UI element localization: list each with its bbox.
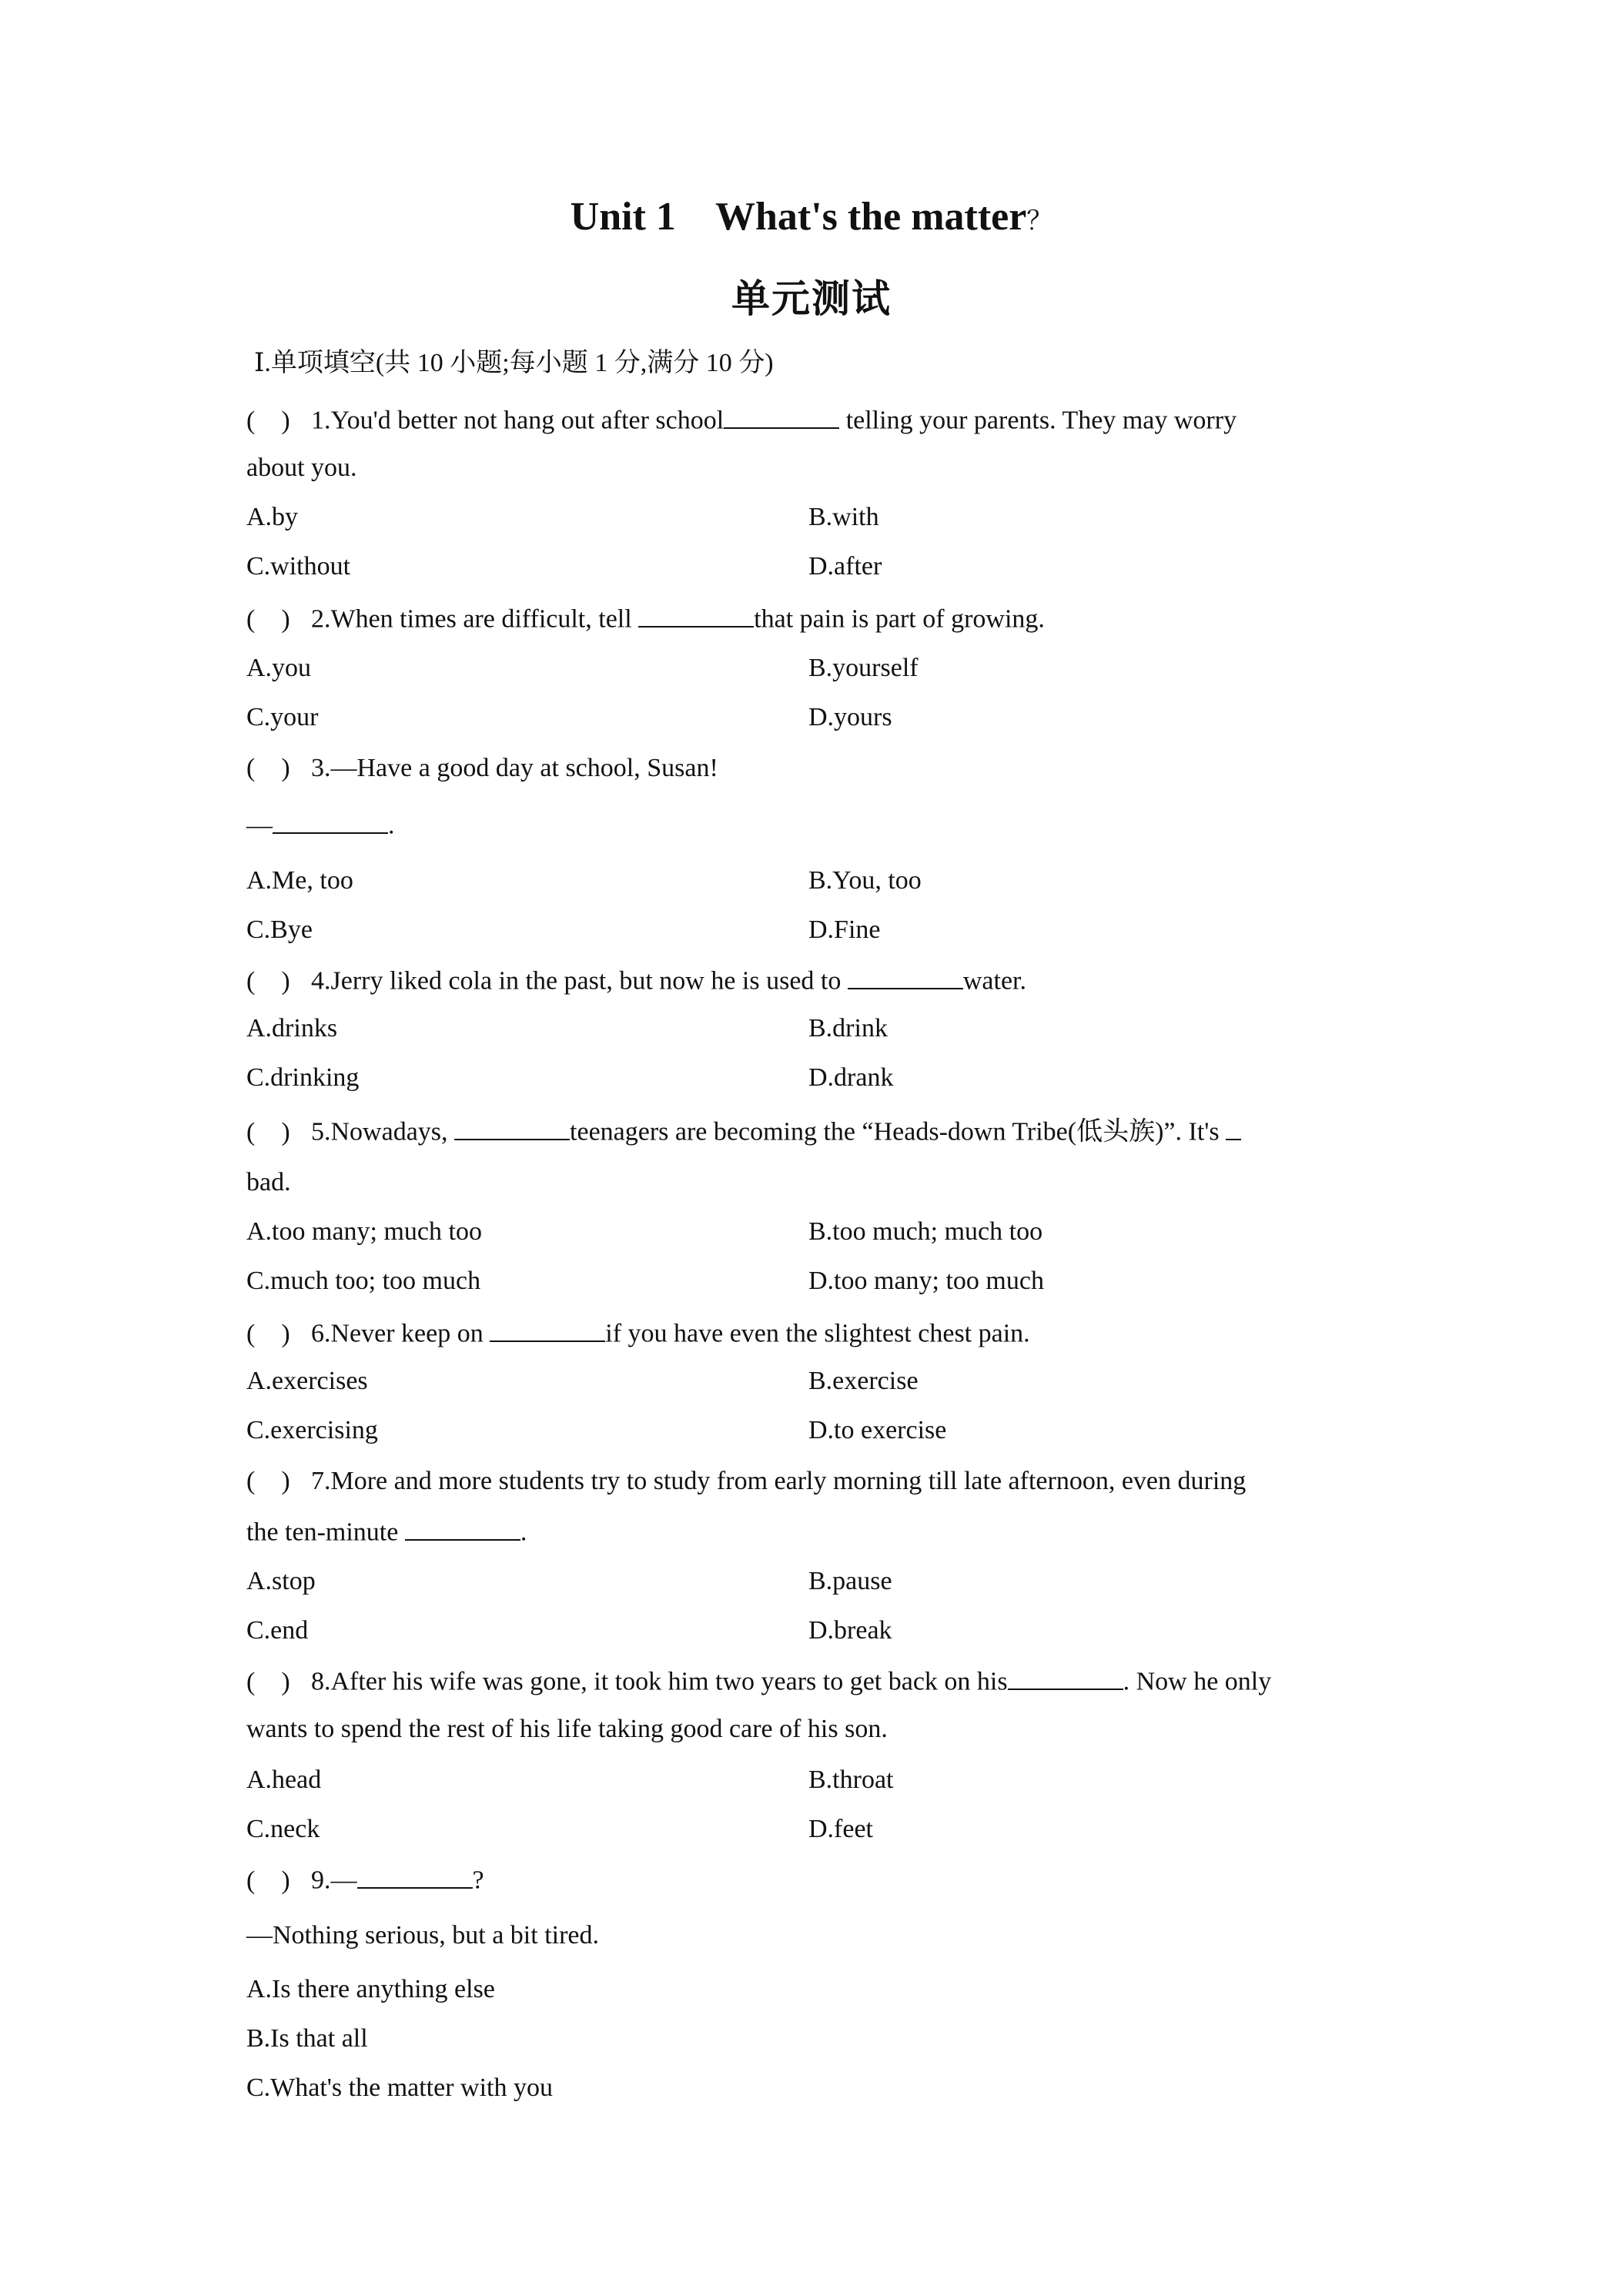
test-subtitle: 单元测试 bbox=[731, 277, 892, 320]
question-4-option-d: D.drank bbox=[808, 1063, 894, 1092]
question-7-stem-continued: the ten-minute . bbox=[246, 1515, 527, 1548]
question-2-stem: ( ) 2.When times are difficult, tell that pain is part of growing. bbox=[246, 602, 1045, 635]
question-1-option-c: C.without bbox=[246, 552, 351, 581]
question-3-option-a: A.Me, too bbox=[246, 866, 353, 895]
question-3-option-d: D.Fine bbox=[808, 915, 881, 944]
question-3-option-b: B.You, too bbox=[808, 866, 922, 895]
answer-bracket: ( ) bbox=[246, 1866, 290, 1895]
question-6-option-c: C.exercising bbox=[246, 1416, 378, 1444]
unit-number: Unit 1 bbox=[570, 195, 676, 239]
answer-blank bbox=[454, 1115, 570, 1140]
question-3-stem: ( ) 3.—Have a good day at school, Susan! bbox=[246, 753, 718, 785]
question-9-stem: ( ) 9.— ? bbox=[246, 1863, 484, 1896]
unit-title bbox=[0, 194, 1623, 239]
answer-bracket: ( ) bbox=[246, 1667, 290, 1696]
question-6-option-a: A.exercises bbox=[246, 1367, 368, 1395]
question-7-option-a: A.stop bbox=[246, 1567, 316, 1595]
question-6-stem: ( ) 6.Never keep on if you have even the slightest chest pain. bbox=[246, 1317, 1030, 1350]
answer-bracket: ( ) bbox=[246, 754, 290, 782]
question-3-reply: — . bbox=[246, 808, 395, 842]
question-9-option-b: B.Is that all bbox=[246, 2024, 368, 2053]
question-2-option-a: A.you bbox=[246, 654, 312, 682]
answer-blank bbox=[1226, 1115, 1241, 1140]
question-5-option-c: C.much too; too much bbox=[246, 1267, 481, 1295]
question-4-stem: ( ) 4.Jerry liked cola in the past, but now he is used to water. bbox=[246, 964, 1026, 997]
question-7-stem: ( ) 7.More and more students try to study from early morning till late afternoon, even during bbox=[246, 1466, 1246, 1498]
question-8-stem-continued: wants to spend the rest of his life taking good care of his son. bbox=[246, 1715, 888, 1743]
question-9-option-c: C.What's the matter with you bbox=[246, 2073, 553, 2102]
question-5-option-b: B.too much; much too bbox=[808, 1217, 1043, 1246]
answer-blank bbox=[724, 403, 839, 429]
question-4-option-c: C.drinking bbox=[246, 1063, 360, 1092]
question-4-option-a: A.drinks bbox=[246, 1014, 338, 1043]
answer-blank bbox=[1008, 1665, 1123, 1690]
question-5-option-d: D.too many; too much bbox=[808, 1267, 1044, 1295]
question-2-option-c: C.your bbox=[246, 703, 319, 731]
question-8-option-d: D.feet bbox=[808, 1815, 874, 1843]
question-6-option-b: B.exercise bbox=[808, 1367, 919, 1395]
question-2-option-d: D.yours bbox=[808, 703, 892, 731]
title-question-mark: ？ bbox=[1026, 207, 1053, 236]
question-7-option-c: C.end bbox=[246, 1616, 309, 1645]
question-8-option-a: A.head bbox=[246, 1766, 322, 1794]
question-9-reply: —Nothing serious, but a bit tired. bbox=[246, 1921, 600, 1950]
question-5-option-a: A.too many; much too bbox=[246, 1217, 482, 1246]
question-8-option-b: B.throat bbox=[808, 1766, 894, 1794]
answer-blank bbox=[848, 964, 963, 989]
question-8-option-c: C.neck bbox=[246, 1815, 320, 1843]
answer-bracket: ( ) bbox=[246, 1117, 290, 1146]
answer-bracket: ( ) bbox=[246, 604, 290, 634]
answer-blank bbox=[405, 1515, 520, 1541]
question-1-option-b: B.with bbox=[808, 503, 879, 531]
question-6-option-d: D.to exercise bbox=[808, 1416, 947, 1444]
question-1-stem-continued: about you. bbox=[246, 454, 357, 482]
answer-bracket: ( ) bbox=[246, 1467, 290, 1495]
answer-bracket: ( ) bbox=[246, 1319, 290, 1348]
question-7-option-b: B.pause bbox=[808, 1567, 892, 1595]
section-heading: Ⅰ.单项填空(共 10 小题;每小题 1 分,满分 10 分) bbox=[254, 349, 774, 377]
answer-blank bbox=[357, 1863, 473, 1889]
answer-bracket: ( ) bbox=[246, 966, 290, 996]
question-1-stem: ( ) 1.You'd better not hang out after school telling your parents. They may worry bbox=[246, 403, 1236, 437]
question-5-stem: ( ) 5.Nowadays, teenagers are becoming the “Heads-down Tribe(低头族)”. It's bbox=[246, 1115, 1241, 1148]
question-7-option-d: D.break bbox=[808, 1616, 892, 1645]
question-9-option-a: A.Is there anything else bbox=[246, 1975, 495, 2003]
question-2-option-b: B.yourself bbox=[808, 654, 919, 682]
answer-blank bbox=[490, 1317, 605, 1342]
question-4-option-b: B.drink bbox=[808, 1014, 888, 1043]
answer-blank bbox=[273, 808, 388, 834]
question-1-option-d: D.after bbox=[808, 552, 882, 581]
question-5-stem-continued: bad. bbox=[246, 1168, 291, 1197]
question-1-option-a: A.by bbox=[246, 503, 299, 531]
answer-blank bbox=[638, 602, 754, 628]
unit-topic: What's the matter bbox=[714, 195, 1027, 239]
question-8-stem: ( ) 8.After his wife was gone, it took him two years to get back on his . Now he only bbox=[246, 1665, 1271, 1698]
answer-bracket: ( ) bbox=[246, 406, 290, 435]
question-3-option-c: C.Bye bbox=[246, 915, 313, 944]
